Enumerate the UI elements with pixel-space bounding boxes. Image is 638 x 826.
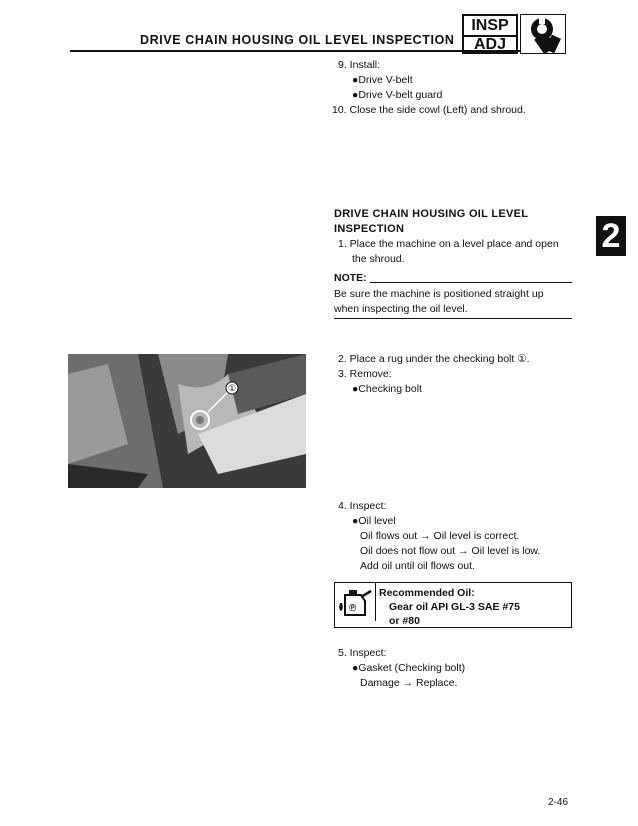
- page-number: 2-46: [548, 797, 569, 808]
- section-tab: 2: [596, 216, 626, 256]
- step-3-item: ●Checking bolt: [352, 383, 422, 395]
- step-4-line-3: Add oil until oil flows out.: [360, 560, 475, 572]
- note-line-1: Be sure the machine is positioned straight up: [334, 288, 544, 300]
- step-9-item-1: ●Drive V-belt: [352, 74, 413, 86]
- oil-can-icon: [335, 583, 376, 621]
- section-heading: DRIVE CHAIN HOUSING OIL LEVEL INSPECTION: [334, 208, 529, 235]
- step-4-item: ●Oil level: [352, 515, 396, 527]
- page-title: DRIVE CHAIN HOUSING OIL LEVEL INSPECTION: [140, 33, 455, 47]
- step-5: 5. Inspect:: [338, 647, 387, 659]
- oil-spec-1: Gear oil API GL-3 SAE #75: [389, 601, 520, 613]
- insp-adj-badge: [462, 14, 518, 54]
- step-9: 9. Install:: [338, 59, 381, 71]
- step-5-line: Damage → Replace.: [360, 677, 458, 689]
- step-4-line-1: Oil flows out → Oil level is correct.: [360, 530, 520, 542]
- oil-spec-2: or #80: [389, 615, 420, 627]
- wrench-icon: [520, 14, 566, 54]
- note-label: NOTE:: [334, 272, 367, 284]
- checking-bolt-photo: [68, 354, 306, 488]
- svg-text:℗: ℗: [349, 603, 357, 614]
- step-1-line-1: 1. Place the machine on a level place and open: [338, 238, 559, 250]
- step-1-line-2: the shroud.: [352, 253, 405, 265]
- badge-bottom-label: ADJ: [473, 36, 506, 53]
- step-3: 3. Remove:: [338, 368, 392, 380]
- step-10: 10. Close the side cowl (Left) and shroud.: [332, 104, 526, 116]
- photo-callout: ①: [227, 383, 237, 393]
- step-9-item-2: ●Drive V-belt guard: [352, 89, 443, 101]
- note-rule-bottom: [334, 318, 572, 319]
- step-4-line-2: Oil does not flow out → Oil level is low.: [360, 545, 541, 557]
- note-rule-top: [370, 282, 572, 283]
- header-rule: [70, 50, 520, 52]
- oil-label: Recommended Oil:: [379, 587, 475, 599]
- badge-top-label: INSP: [464, 16, 516, 37]
- step-4: 4. Inspect:: [338, 500, 387, 512]
- step-2: 2. Place a rug under the checking bolt ①.: [338, 353, 530, 365]
- step-5-item: ●Gasket (Checking bolt): [352, 662, 466, 674]
- note-line-2: when inspecting the oil level.: [334, 303, 468, 315]
